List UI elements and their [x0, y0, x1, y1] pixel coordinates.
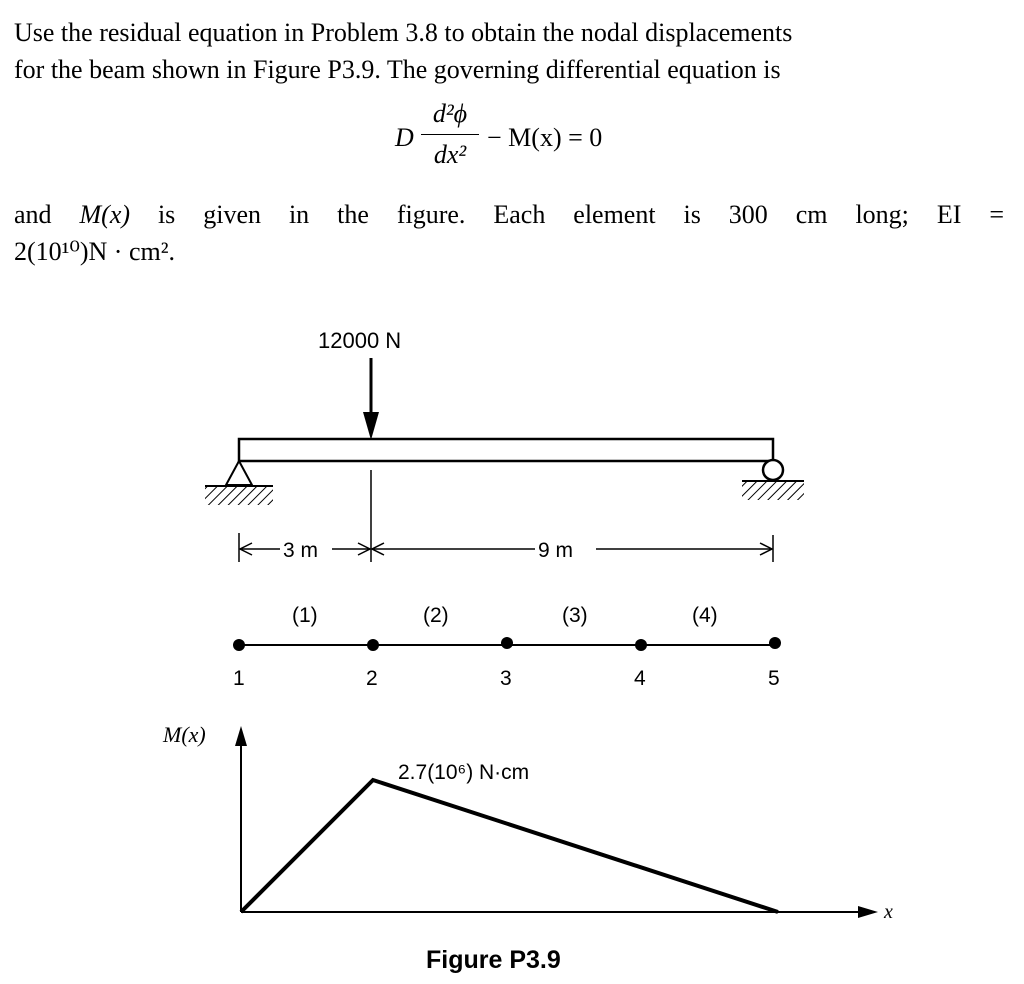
node-dot-1	[233, 639, 245, 651]
element-label-3: (3)	[562, 604, 588, 627]
element-label-4: (4)	[692, 604, 718, 627]
pin-support-left	[226, 461, 252, 485]
node-dot-5	[769, 637, 781, 649]
equation-rest: − M(x) = 0	[487, 123, 603, 152]
statement-line-1: Use the residual equation in Problem 3.8 to obtain the nodal displacements	[14, 18, 793, 47]
node-label-4: 4	[634, 667, 646, 690]
element-label-1: (1)	[292, 604, 318, 627]
moment-axis-arrow	[235, 726, 247, 746]
element-label-2: (2)	[423, 604, 449, 627]
node-label-5: 5	[768, 667, 780, 690]
dim-label-left: 3 m	[283, 539, 319, 562]
equation-denominator: dx²	[433, 140, 467, 169]
ground-hatch-right	[742, 482, 804, 500]
statement-line-2: for the beam shown in Figure P3.9. The governing differential equation is	[14, 55, 781, 84]
node-dot-3	[501, 637, 513, 649]
node-label-3: 3	[500, 667, 512, 690]
figure-caption: Figure P3.9	[426, 946, 561, 974]
node-dot-2	[367, 639, 379, 651]
equation-numerator: d²ϕ	[432, 99, 468, 128]
continuation-end: is given in the figure. Each element is 300 cm long; EI =	[130, 200, 1005, 229]
continuation-start: and	[14, 200, 80, 229]
equation-coefficient: D	[395, 123, 414, 152]
moment-peak-label: 2.7(10⁶) N·cm	[398, 761, 530, 784]
x-axis-arrow	[858, 906, 878, 918]
load-label: 12000 N	[318, 328, 402, 353]
ground-hatch-left	[205, 487, 273, 505]
roller-support-right	[763, 460, 783, 480]
node-label-1: 1	[233, 667, 245, 690]
x-axis-label: x	[884, 901, 893, 923]
moment-symbol-inline: M(x)	[79, 200, 131, 229]
dim-label-right: 9 m	[538, 539, 574, 562]
load-arrow-head	[363, 412, 379, 440]
beam	[239, 439, 773, 461]
node-label-2: 2	[366, 667, 378, 690]
continuation-line-2: 2(10¹⁰)N · cm².	[14, 237, 176, 266]
moment-curve	[241, 780, 778, 912]
node-dot-4	[635, 639, 647, 651]
moment-axis-label: M(x)	[163, 722, 206, 747]
